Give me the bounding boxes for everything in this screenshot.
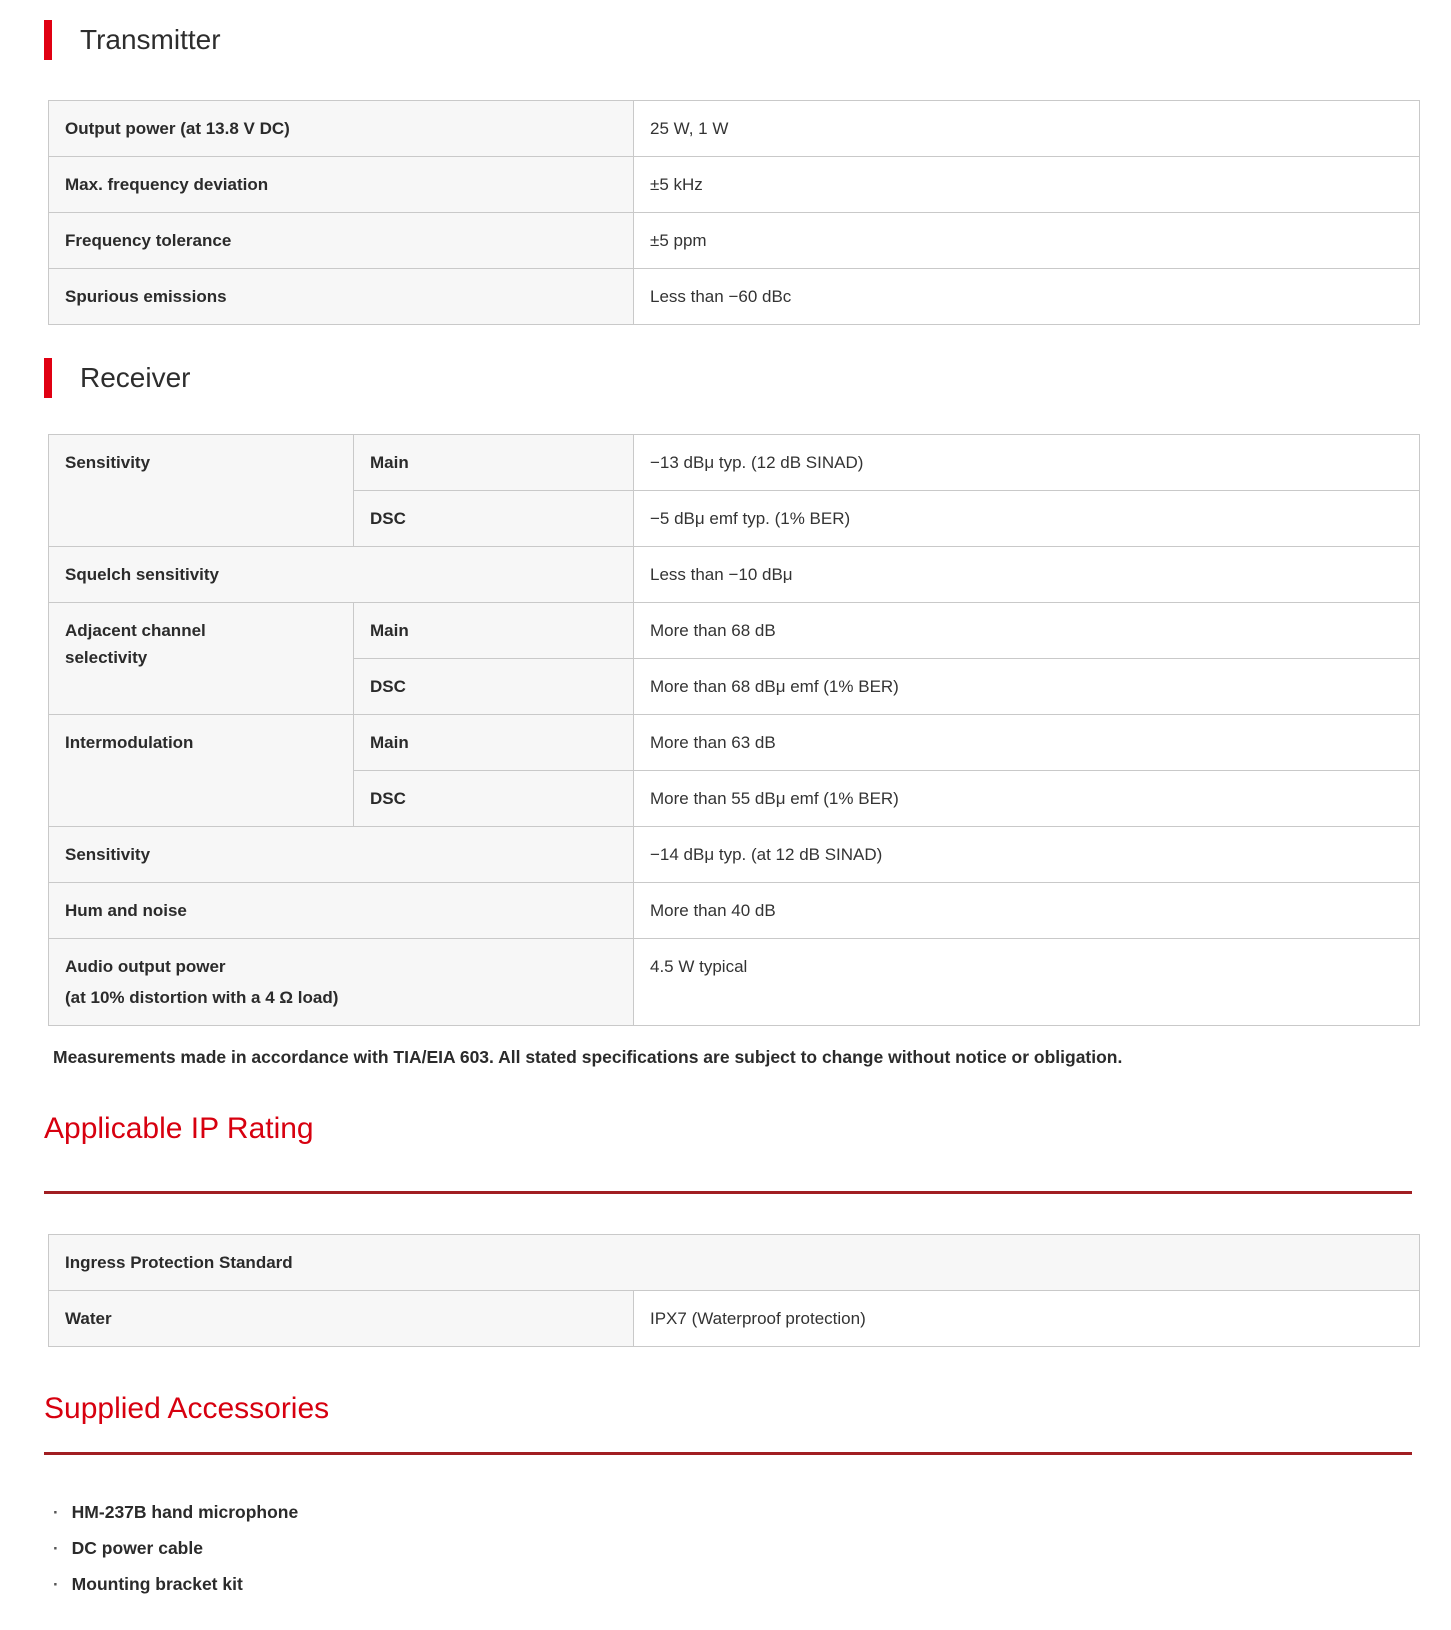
spec-label: Water (49, 1291, 634, 1347)
spec-label: Frequency tolerance (49, 213, 634, 269)
spec-value: 25 W, 1 W (634, 101, 1420, 157)
measurements-note: Measurements made in accordance with TIA/EIA 603. All stated specifications are subject to change without notice or obligation. (53, 1047, 1123, 1067)
spec-value: Less than −60 dBc (634, 269, 1420, 325)
section-divider (44, 1452, 1412, 1455)
accessories-list (53, 1500, 1420, 1597)
table-row (49, 435, 1420, 491)
receiver-table (48, 434, 1420, 1026)
section-divider (44, 1191, 1412, 1194)
transmitter-heading (44, 20, 1420, 60)
list-item (53, 1500, 1420, 1525)
accessories-heading: Supplied Accessories (44, 1392, 330, 1425)
spec-label-line1: Audio output power (65, 957, 226, 976)
spec-label: Intermodulation (49, 715, 354, 827)
spec-value: −13 dBμ typ. (12 dB SINAD) (634, 435, 1420, 491)
table-row (49, 101, 1420, 157)
spec-label (49, 603, 354, 715)
spec-label: Hum and noise (49, 883, 634, 939)
bullet-icon (53, 1573, 59, 1597)
receiver-heading (44, 358, 1420, 398)
spec-value: Less than −10 dBμ (634, 547, 1420, 603)
accessories-section (44, 1391, 1420, 1597)
table-row (49, 715, 1420, 771)
table-row (49, 939, 1420, 1026)
spec-sublabel: DSC (354, 771, 634, 827)
spec-value: 4.5 W typical (634, 939, 1420, 1026)
ip-rating-section (44, 1111, 1420, 1347)
receiver-heading-label: Receiver (80, 362, 191, 393)
table-row (49, 547, 1420, 603)
spec-sublabel: Main (354, 603, 634, 659)
transmitter-table (48, 100, 1420, 325)
spec-label (49, 939, 634, 1026)
ip-table-header: Ingress Protection Standard (49, 1235, 1420, 1291)
spec-sublabel: DSC (354, 659, 634, 715)
spec-label: Sensitivity (49, 435, 354, 547)
accessory-label: Mounting bracket kit (71, 1574, 243, 1594)
bullet-icon (53, 1501, 59, 1525)
accessory-label: DC power cable (71, 1538, 203, 1558)
table-row (49, 157, 1420, 213)
spec-label: Output power (at 13.8 V DC) (49, 101, 634, 157)
spec-value: −5 dBμ emf typ. (1% BER) (634, 491, 1420, 547)
list-item (53, 1572, 1420, 1597)
spec-value: More than 68 dB (634, 603, 1420, 659)
table-row (49, 883, 1420, 939)
red-accent-bar (44, 20, 52, 60)
spec-sublabel: Main (354, 435, 634, 491)
table-row (49, 827, 1420, 883)
spec-label: Max. frequency deviation (49, 157, 634, 213)
transmitter-section (44, 20, 1420, 325)
spec-value: ±5 ppm (634, 213, 1420, 269)
spec-value: More than 55 dBμ emf (1% BER) (634, 771, 1420, 827)
bullet-icon (53, 1537, 59, 1561)
spec-label-line2: (at 10% distortion with a 4 Ω load) (65, 988, 339, 1007)
red-accent-bar (44, 358, 52, 398)
spec-label-text: Adjacent channel selectivity (65, 621, 206, 667)
spec-value: −14 dBμ typ. (at 12 dB SINAD) (634, 827, 1420, 883)
ip-rating-heading: Applicable IP Rating (44, 1112, 314, 1145)
spec-value: More than 63 dB (634, 715, 1420, 771)
table-row (49, 269, 1420, 325)
list-item (53, 1536, 1420, 1561)
ip-rating-table (48, 1234, 1420, 1347)
spec-label: Spurious emissions (49, 269, 634, 325)
table-row (49, 1235, 1420, 1291)
spec-label: Sensitivity (49, 827, 634, 883)
table-row (49, 1291, 1420, 1347)
spec-sublabel: Main (354, 715, 634, 771)
spec-value: More than 68 dBμ emf (1% BER) (634, 659, 1420, 715)
accessory-label: HM-237B hand microphone (71, 1502, 299, 1522)
spec-value: ±5 kHz (634, 157, 1420, 213)
spec-label: Squelch sensitivity (49, 547, 634, 603)
spec-value: IPX7 (Waterproof protection) (634, 1291, 1420, 1347)
spec-sublabel: DSC (354, 491, 634, 547)
receiver-section (44, 358, 1420, 1026)
table-row (49, 213, 1420, 269)
table-row (49, 603, 1420, 659)
transmitter-heading-label: Transmitter (80, 24, 221, 55)
spec-value: More than 40 dB (634, 883, 1420, 939)
